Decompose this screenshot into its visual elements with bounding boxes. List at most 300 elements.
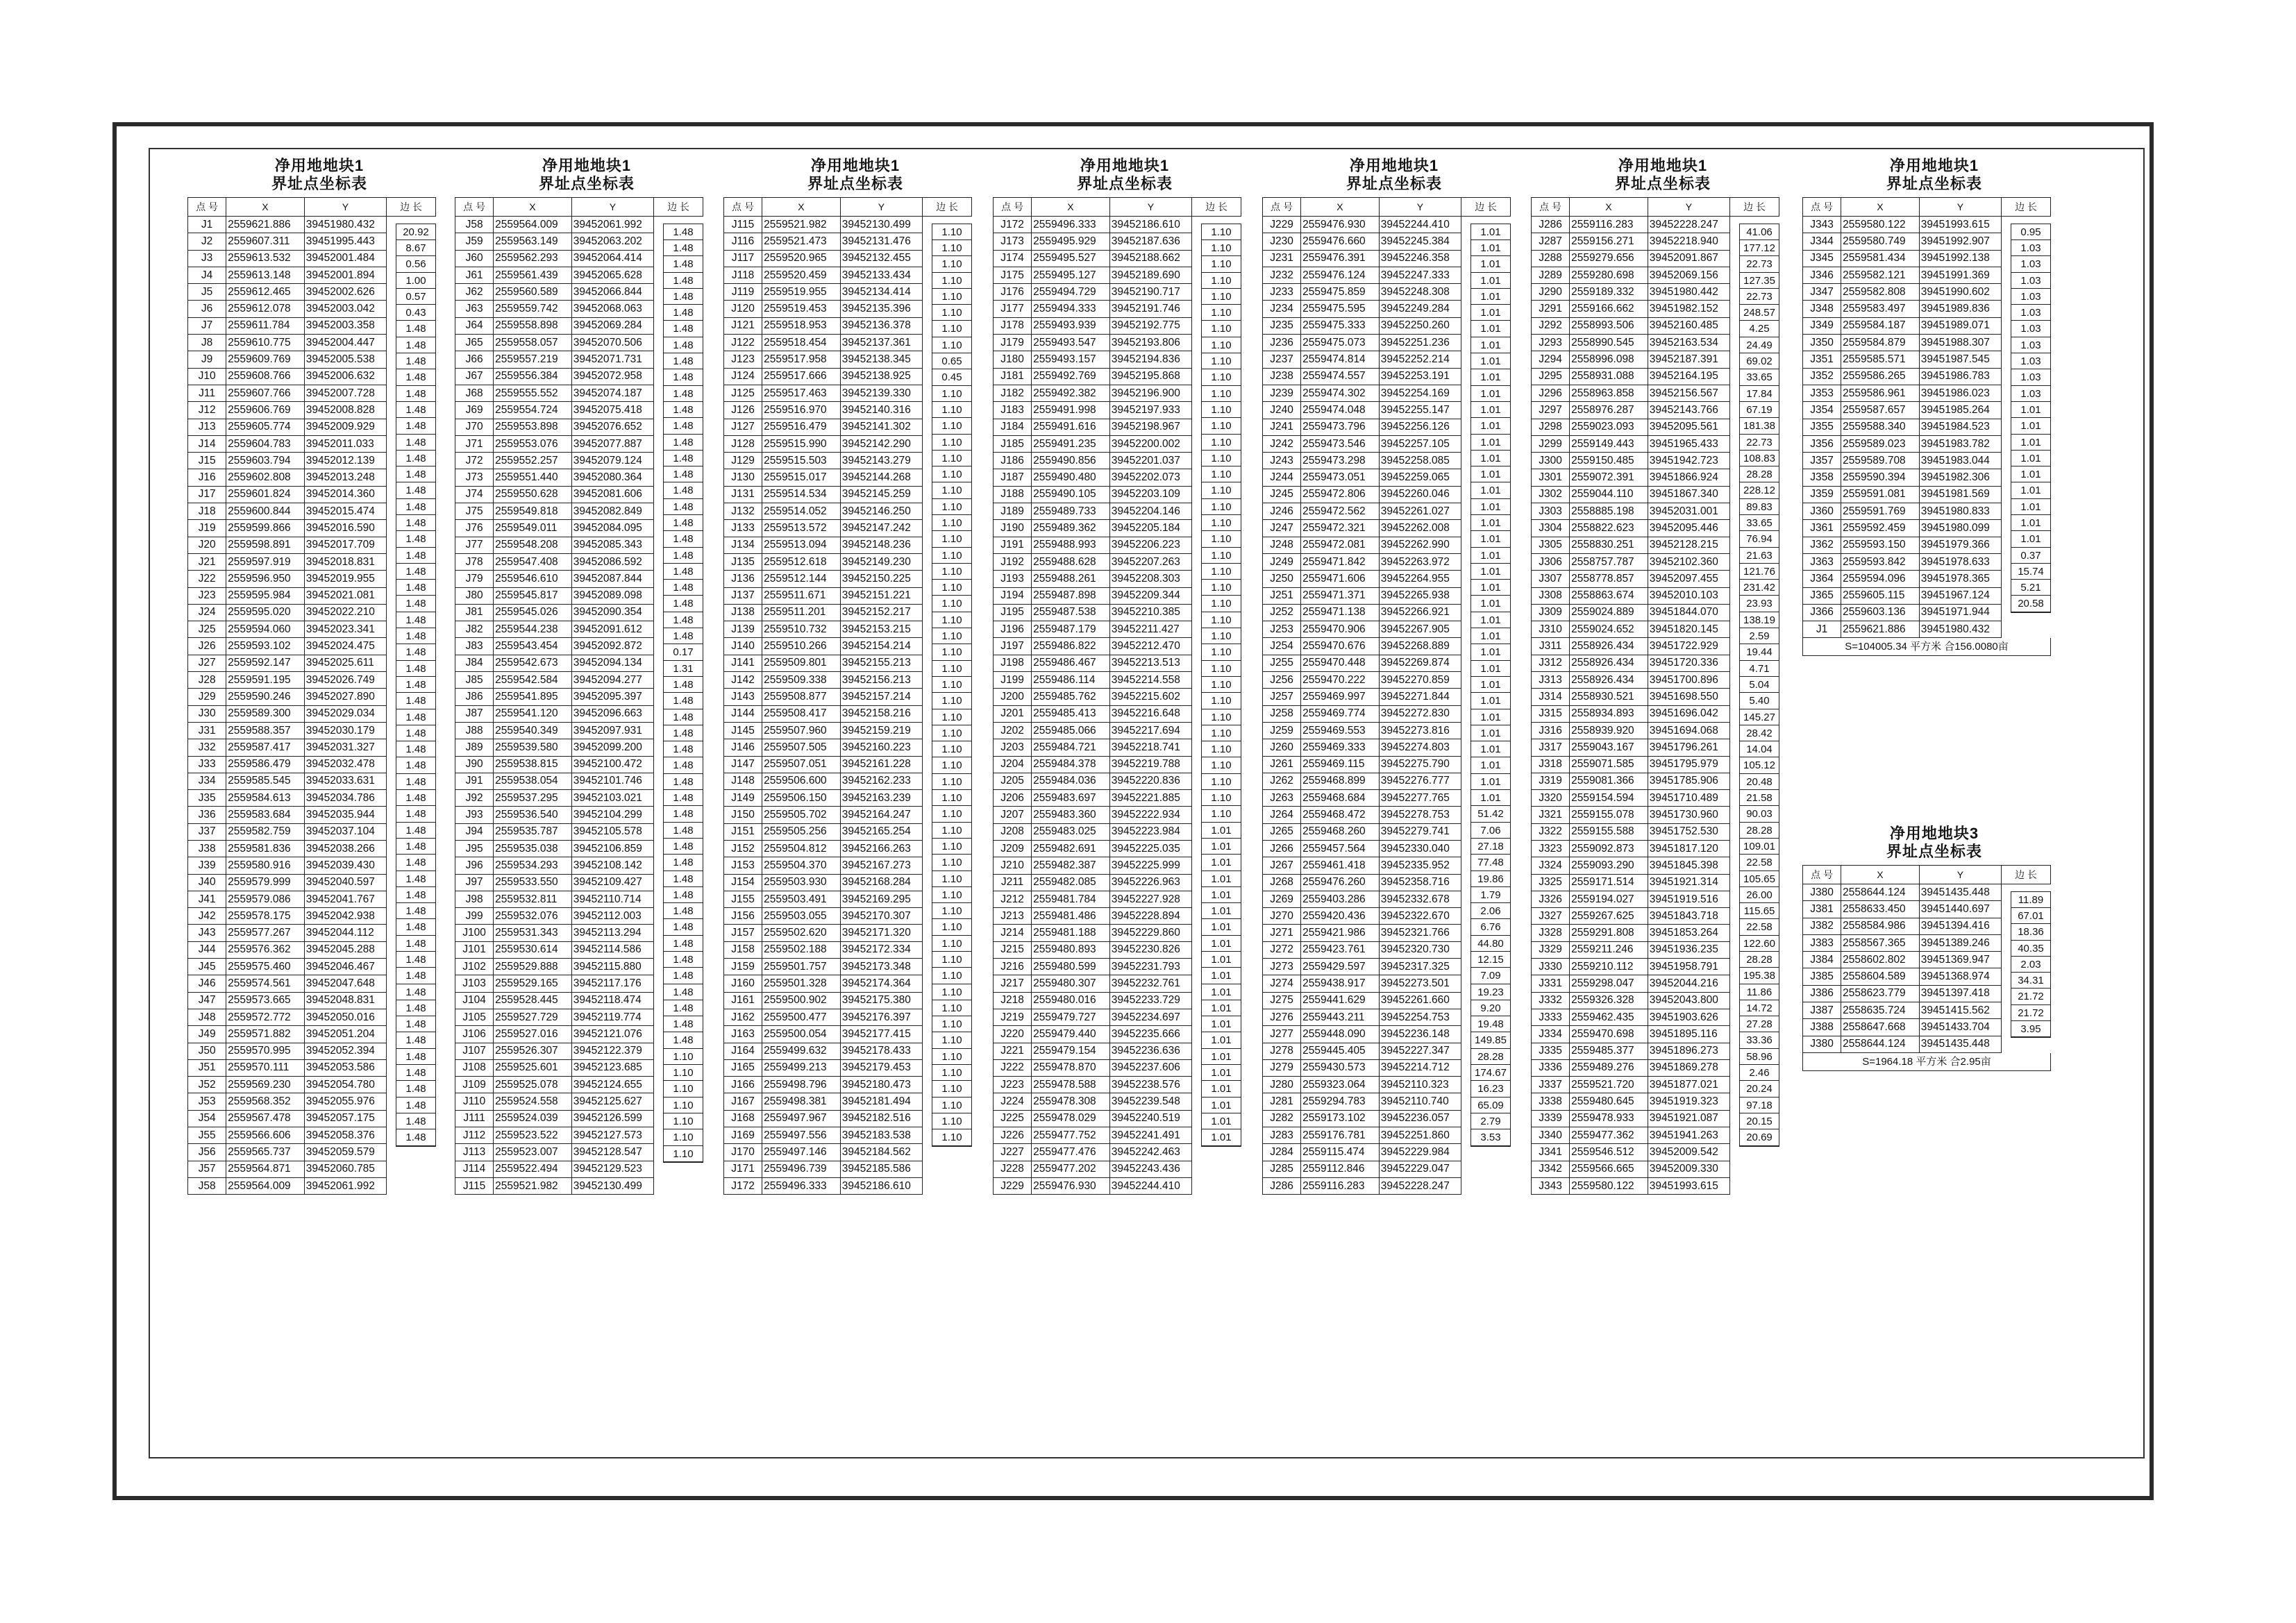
coord-x: 2559530.614 (494, 941, 572, 958)
coord-y: 39452137.361 (840, 335, 922, 351)
point-id: J193 (994, 571, 1032, 587)
edge-length: 1.48 (664, 1016, 703, 1032)
edge-length: 1.10 (664, 1098, 703, 1113)
point-id: J247 (1263, 520, 1301, 537)
table-title: 净用地地块1 (274, 157, 364, 174)
coord-x: 2559475.859 (1301, 284, 1380, 301)
coord-y: 39452190.717 (1109, 284, 1191, 301)
coord-y: 39451989.071 (1919, 317, 2001, 334)
coord-x: 2559552.257 (494, 453, 572, 469)
point-id: J100 (455, 925, 494, 941)
edge-length: 109.01 (1740, 839, 1779, 855)
edge-length: 2.79 (1471, 1113, 1510, 1129)
point-id: J352 (1803, 368, 1841, 385)
edge-length: 1.01 (1471, 790, 1510, 806)
edge-length: 1.01 (1471, 531, 1510, 547)
coord-x: 2559500.902 (762, 992, 841, 1009)
coord-y: 39452358.716 (1379, 874, 1461, 891)
edge-length: 1.10 (1202, 515, 1241, 531)
table-subtitle: 界址点坐标表 (1886, 175, 1982, 192)
point-id: J330 (1532, 959, 1570, 975)
edge-length: 9.20 (1471, 1000, 1510, 1016)
point-id: J21 (188, 553, 226, 570)
edge-length: 1.10 (1202, 677, 1241, 693)
coord-x: 2559476.391 (1301, 250, 1380, 267)
coord-y: 39452259.065 (1379, 469, 1461, 486)
coord-y: 39452145.259 (840, 486, 922, 503)
point-id: J322 (1532, 823, 1570, 840)
coord-y: 39451435.448 (1919, 884, 2001, 901)
edge-length: 1.10 (932, 273, 971, 289)
coord-x: 2559166.662 (1570, 301, 1648, 317)
coord-x: 2558885.198 (1570, 503, 1648, 520)
coord-x: 2559583.497 (1841, 301, 1920, 317)
edge-length: 15.74 (2011, 564, 2050, 580)
coord-y: 39452125.627 (571, 1093, 653, 1110)
coord-x: 2559514.052 (762, 503, 841, 520)
coord-y: 39452121.076 (571, 1026, 653, 1043)
coord-y: 39452216.648 (1109, 705, 1191, 722)
coord-x: 2558778.857 (1570, 571, 1648, 587)
point-id: J206 (994, 790, 1032, 807)
coord-x: 2559509.801 (762, 655, 841, 671)
coord-x: 2559559.742 (494, 301, 572, 317)
point-id: J32 (188, 739, 226, 756)
point-id: J132 (724, 503, 762, 520)
edge-length: 1.10 (932, 774, 971, 790)
table-row (1803, 621, 2051, 638)
coord-y: 39452251.860 (1379, 1127, 1461, 1144)
edge-length: 1.10 (1202, 466, 1241, 482)
coord-x: 2559326.328 (1570, 992, 1648, 1009)
coord-x: 2558990.545 (1570, 335, 1648, 351)
point-id: J362 (1803, 537, 1841, 553)
coord-x: 2559582.759 (226, 823, 305, 840)
coord-x: 2559593.102 (226, 638, 305, 655)
coord-x: 2559591.081 (1841, 486, 1920, 503)
coord-x: 2559473.051 (1301, 469, 1380, 486)
edge-length: 1.10 (932, 482, 971, 498)
coord-x: 2559486.114 (1032, 672, 1110, 689)
edge-length: 1.48 (664, 596, 703, 612)
coord-x: 2559517.666 (762, 368, 841, 385)
edge-length: 1.48 (396, 1113, 435, 1129)
coord-x: 2559593.150 (1841, 537, 1920, 553)
coord-y: 39452027.890 (304, 689, 386, 705)
edge-length: 1.48 (396, 369, 435, 385)
point-id: J286 (1532, 217, 1570, 233)
edge-length: 3.53 (1471, 1129, 1510, 1145)
point-id: J283 (1263, 1127, 1301, 1144)
coord-y: 39451722.929 (1648, 638, 1729, 655)
edge-length: 20.92 (396, 224, 435, 240)
edge-length: 1.48 (396, 337, 435, 353)
coord-y: 39452057.175 (304, 1110, 386, 1127)
coord-x: 2559445.405 (1301, 1043, 1380, 1059)
edge-length: 2.46 (1740, 1065, 1779, 1081)
coord-y: 39451981.569 (1919, 486, 2001, 503)
coord-y: 39452206.223 (1109, 537, 1191, 553)
edge-length: 1.48 (664, 305, 703, 321)
coord-y: 39452007.728 (304, 385, 386, 401)
coord-x: 2559490.856 (1032, 453, 1110, 469)
coord-y: 39452203.109 (1109, 486, 1191, 503)
coord-x: 2559472.562 (1301, 503, 1380, 520)
edge-length: 1.10 (932, 1113, 971, 1129)
edge-length: 1.48 (396, 1098, 435, 1113)
point-id: J233 (1263, 284, 1301, 301)
edge-length: 5.21 (2011, 580, 2050, 596)
point-id: J8 (188, 335, 226, 351)
edge-length: 33.65 (1740, 369, 1779, 385)
coord-x: 2559489.362 (1032, 520, 1110, 537)
coord-x: 2559474.048 (1301, 402, 1380, 419)
coord-y: 39452192.775 (1109, 317, 1191, 334)
coord-x: 2559510.732 (762, 621, 841, 638)
point-id: J48 (188, 1009, 226, 1025)
edge-length: 248.57 (1740, 305, 1779, 321)
point-id: J260 (1263, 739, 1301, 756)
edge-length: 1.10 (664, 1113, 703, 1129)
coord-y: 39452162.233 (840, 773, 922, 789)
edge-length: 21.72 (2011, 1005, 2050, 1021)
coord-y: 39452191.746 (1109, 301, 1191, 317)
coord-y: 39452110.714 (571, 891, 653, 907)
edge-length: 21.72 (2011, 989, 2050, 1004)
coord-y: 39452095.397 (571, 689, 653, 705)
point-id: J118 (724, 267, 762, 283)
coord-x: 2558822.623 (1570, 520, 1648, 537)
coord-y: 39452218.940 (1648, 233, 1729, 250)
coord-y: 39452005.538 (304, 351, 386, 368)
coord-x: 2558647.668 (1841, 1019, 1920, 1036)
edge-length: 40.35 (2011, 941, 2050, 957)
point-id: J123 (724, 351, 762, 368)
coord-y: 39452055.976 (304, 1093, 386, 1110)
coord-y: 39451958.791 (1648, 959, 1729, 975)
point-id: J35 (188, 790, 226, 807)
coord-y: 39452317.325 (1379, 959, 1461, 975)
coord-x: 2559586.479 (226, 756, 305, 773)
coord-y: 39452278.753 (1379, 807, 1461, 823)
point-id: J159 (724, 959, 762, 975)
point-id: J145 (724, 722, 762, 739)
point-id: J220 (994, 1026, 1032, 1043)
point-id: J183 (994, 402, 1032, 419)
coord-y: 39452070.506 (571, 335, 653, 351)
point-id: J138 (724, 604, 762, 621)
edge-length: 27.28 (1740, 1016, 1779, 1032)
point-id: J241 (1263, 419, 1301, 435)
edge-length: 1.48 (664, 919, 703, 935)
coord-y: 39452126.599 (571, 1110, 653, 1127)
coord-x: 2559499.213 (762, 1059, 841, 1076)
coord-y: 39451368.974 (1919, 968, 2001, 985)
coord-x: 2559488.628 (1032, 553, 1110, 570)
coord-y: 39452184.562 (840, 1144, 922, 1161)
coord-y: 39452261.660 (1379, 992, 1461, 1009)
coord-x: 2559280.698 (1570, 267, 1648, 283)
point-id: J133 (724, 520, 762, 537)
coord-x: 2559476.660 (1301, 233, 1380, 250)
point-id: J12 (188, 402, 226, 419)
coord-y: 39452175.380 (840, 992, 922, 1009)
table-row (1263, 1161, 1511, 1177)
point-id: J182 (994, 385, 1032, 401)
coord-y: 39452035.944 (304, 807, 386, 823)
edge-length: 33.65 (1740, 515, 1779, 531)
point-id: J79 (455, 571, 494, 587)
distance-column (663, 224, 703, 1163)
coord-x: 2559477.752 (1032, 1127, 1110, 1144)
coord-y: 39452054.780 (304, 1077, 386, 1093)
edge-length: 1.01 (1471, 240, 1510, 256)
edge-length: 1.48 (396, 451, 435, 466)
edge-length: 1.10 (664, 1146, 703, 1162)
coord-x: 2559495.929 (1032, 233, 1110, 250)
point-id: J144 (724, 705, 762, 722)
coord-y: 39452246.358 (1379, 250, 1461, 267)
coord-x: 2559600.844 (226, 503, 305, 520)
coord-x: 2559495.527 (1032, 250, 1110, 267)
edge-length: 1.01 (1471, 289, 1510, 305)
edge-length: 1.10 (932, 806, 971, 822)
edge-length: 1.01 (1202, 1049, 1241, 1065)
coord-y: 39452148.236 (840, 537, 922, 553)
edge-length: 1.01 (1471, 499, 1510, 515)
edge-length: 20.48 (1740, 774, 1779, 790)
coord-x: 2559093.290 (1570, 857, 1648, 874)
coord-y: 39451978.633 (1919, 553, 2001, 570)
edge-length: 1.48 (396, 515, 435, 531)
coord-x: 2559566.606 (226, 1127, 305, 1144)
area-summary: S=104005.34 平方米 合156.0080亩 (1802, 638, 2051, 656)
point-id: J120 (724, 301, 762, 317)
coord-y: 39452131.476 (840, 233, 922, 250)
coord-y: 39452233.729 (1109, 992, 1191, 1009)
coord-y: 39452180.473 (840, 1077, 922, 1093)
point-id: J312 (1532, 655, 1570, 671)
coord-x: 2559482.387 (1032, 857, 1110, 874)
point-id: J88 (455, 722, 494, 739)
edge-length: 1.03 (2011, 321, 2050, 337)
coord-x: 2558926.434 (1570, 655, 1648, 671)
edge-length: 1.01 (1202, 903, 1241, 919)
column-header: 点 号 (188, 198, 226, 217)
edge-length: 1.10 (1202, 289, 1241, 305)
coord-y: 39452001.894 (304, 267, 386, 283)
coord-y: 39452263.972 (1379, 553, 1461, 570)
coord-x: 2559539.580 (494, 739, 572, 756)
point-id: J299 (1532, 435, 1570, 452)
edge-length: 1.10 (932, 612, 971, 628)
point-id: J274 (1263, 975, 1301, 992)
edge-length: 1.48 (664, 903, 703, 919)
coord-x: 2559072.391 (1570, 469, 1648, 486)
coord-y: 39452254.753 (1379, 1009, 1461, 1025)
distance-column (1739, 224, 1779, 1147)
edge-length: 1.48 (396, 499, 435, 515)
coord-y: 39451980.099 (1919, 520, 2001, 537)
coord-x: 2559529.165 (494, 975, 572, 992)
coord-x: 2559524.039 (494, 1110, 572, 1127)
coord-x: 2559478.933 (1570, 1110, 1648, 1127)
coord-x: 2559612.465 (226, 284, 305, 301)
edge-length: 1.03 (2011, 289, 2050, 305)
edge-length: 1.10 (932, 1032, 971, 1048)
edge-length: 1.01 (1202, 984, 1241, 1000)
coord-y: 39451993.615 (1648, 1177, 1729, 1194)
edge-length: 1.48 (396, 612, 435, 628)
coord-x: 2559554.724 (494, 402, 572, 419)
edge-length: 1.10 (932, 887, 971, 903)
edge-length: 1.10 (932, 580, 971, 596)
coord-y: 39452273.816 (1379, 722, 1461, 739)
point-id: J281 (1263, 1093, 1301, 1110)
coord-y: 39452182.516 (840, 1110, 922, 1127)
column-header: 边 长 (387, 198, 436, 217)
edge-length: 1.48 (396, 402, 435, 418)
point-id: J365 (1803, 587, 1841, 604)
coord-x: 2559480.893 (1032, 941, 1110, 958)
coord-x: 2559545.026 (494, 604, 572, 621)
coord-x: 2559516.479 (762, 419, 841, 435)
point-id: J17 (188, 486, 226, 503)
coord-y: 39451982.306 (1919, 469, 2001, 486)
edge-length: 1.10 (932, 725, 971, 741)
edge-length: 1.10 (1202, 386, 1241, 402)
edge-length: 1.10 (932, 531, 971, 547)
point-id: J116 (724, 233, 762, 250)
coord-x: 2559576.362 (226, 941, 305, 958)
coord-x: 2559575.460 (226, 959, 305, 975)
coord-y: 39451967.124 (1919, 587, 2001, 604)
edge-length: 1.10 (932, 823, 971, 839)
coord-y: 39451696.042 (1648, 705, 1729, 722)
edge-length: 11.89 (2011, 892, 2050, 908)
coord-y: 39452032.478 (304, 756, 386, 773)
coord-y: 39452045.288 (304, 941, 386, 958)
coord-x: 2559563.149 (494, 233, 572, 250)
coord-y: 39452215.602 (1109, 689, 1191, 705)
coord-x: 2559603.794 (226, 453, 305, 469)
point-id: J186 (994, 453, 1032, 469)
edge-length: 1.01 (2011, 435, 2050, 451)
point-id: J142 (724, 672, 762, 689)
coord-y: 39452261.027 (1379, 503, 1461, 520)
coord-y: 39452273.501 (1379, 975, 1461, 992)
point-id: J86 (455, 689, 494, 705)
edge-length: 77.48 (1471, 855, 1510, 871)
coord-x: 2559579.086 (226, 891, 305, 907)
point-id: J106 (455, 1026, 494, 1043)
point-id: J158 (724, 941, 762, 958)
coord-x: 2559542.584 (494, 672, 572, 689)
coord-y: 39452236.148 (1379, 1026, 1461, 1043)
coord-x: 2559508.417 (762, 705, 841, 722)
coord-y: 39451698.550 (1648, 689, 1729, 705)
point-id: J173 (994, 233, 1032, 250)
coord-x: 2559605.774 (226, 419, 305, 435)
coord-x: 2559487.898 (1032, 587, 1110, 604)
point-id: J323 (1532, 840, 1570, 857)
coord-x: 2559484.036 (1032, 773, 1110, 789)
coord-y: 39452272.830 (1379, 705, 1461, 722)
point-id: J13 (188, 419, 226, 435)
coord-x: 2559494.333 (1032, 301, 1110, 317)
point-id: J340 (1532, 1127, 1570, 1144)
coord-x: 2559580.749 (1841, 233, 1920, 250)
coord-x: 2559430.573 (1301, 1059, 1380, 1076)
coord-x: 2559504.812 (762, 840, 841, 857)
coord-y: 39452061.992 (304, 1177, 386, 1194)
coord-x: 2559294.783 (1301, 1093, 1380, 1110)
coord-x: 2559590.246 (226, 689, 305, 705)
coord-x: 2559488.261 (1032, 571, 1110, 587)
coord-y: 39452076.652 (571, 419, 653, 435)
point-id: J11 (188, 385, 226, 401)
coord-x: 2559279.656 (1570, 250, 1648, 267)
edge-length: 0.65 (932, 353, 971, 369)
point-id: J114 (455, 1161, 494, 1177)
coord-x: 2559540.349 (494, 722, 572, 739)
coord-y: 39452209.344 (1109, 587, 1191, 604)
coord-y: 39452130.499 (840, 217, 922, 233)
coord-x: 2559527.729 (494, 1009, 572, 1025)
coord-x: 2559473.298 (1301, 453, 1380, 469)
edge-length: 4.71 (1740, 661, 1779, 677)
coord-y: 39452269.874 (1379, 655, 1461, 671)
table-row (1803, 1036, 2051, 1052)
coord-x: 2559564.009 (494, 217, 572, 233)
edge-length: 1.48 (396, 919, 435, 935)
edge-length: 6.76 (1471, 919, 1510, 935)
coord-x: 2559403.286 (1301, 891, 1380, 907)
coord-y: 39452150.225 (840, 571, 922, 587)
coord-y: 39452153.215 (840, 621, 922, 638)
edge-length: 1.01 (2011, 482, 2050, 498)
edge-length: 1.01 (1202, 968, 1241, 984)
coord-x: 2559511.671 (762, 587, 841, 604)
point-id: J14 (188, 435, 226, 452)
coord-x: 2559557.219 (494, 351, 572, 368)
point-id: J167 (724, 1093, 762, 1110)
coord-x: 2559612.078 (226, 301, 305, 317)
point-id: J363 (1803, 553, 1841, 570)
edge-length: 1.10 (932, 466, 971, 482)
edge-length: 1.10 (932, 919, 971, 935)
coord-x: 2559448.090 (1301, 1026, 1380, 1043)
point-id: J292 (1532, 317, 1570, 334)
coord-y: 39452238.576 (1109, 1077, 1191, 1093)
edge-length: 121.76 (1740, 564, 1779, 580)
coord-y: 39452033.631 (304, 773, 386, 789)
coord-x: 2559112.846 (1301, 1161, 1380, 1177)
edge-length: 1.01 (1202, 1032, 1241, 1048)
column-header: Y (1919, 198, 2001, 217)
distance-gap (2002, 1036, 2051, 1052)
table-row (724, 1161, 972, 1177)
coord-x: 2559475.333 (1301, 317, 1380, 334)
point-id: J331 (1532, 975, 1570, 992)
edge-length: 181.38 (1740, 418, 1779, 434)
point-id: J267 (1263, 857, 1301, 874)
edge-length: 1.48 (664, 984, 703, 1000)
edge-length: 1.48 (664, 774, 703, 790)
edge-length: 14.04 (1740, 741, 1779, 757)
edge-length: 0.57 (396, 289, 435, 305)
coord-x: 2559518.454 (762, 335, 841, 351)
